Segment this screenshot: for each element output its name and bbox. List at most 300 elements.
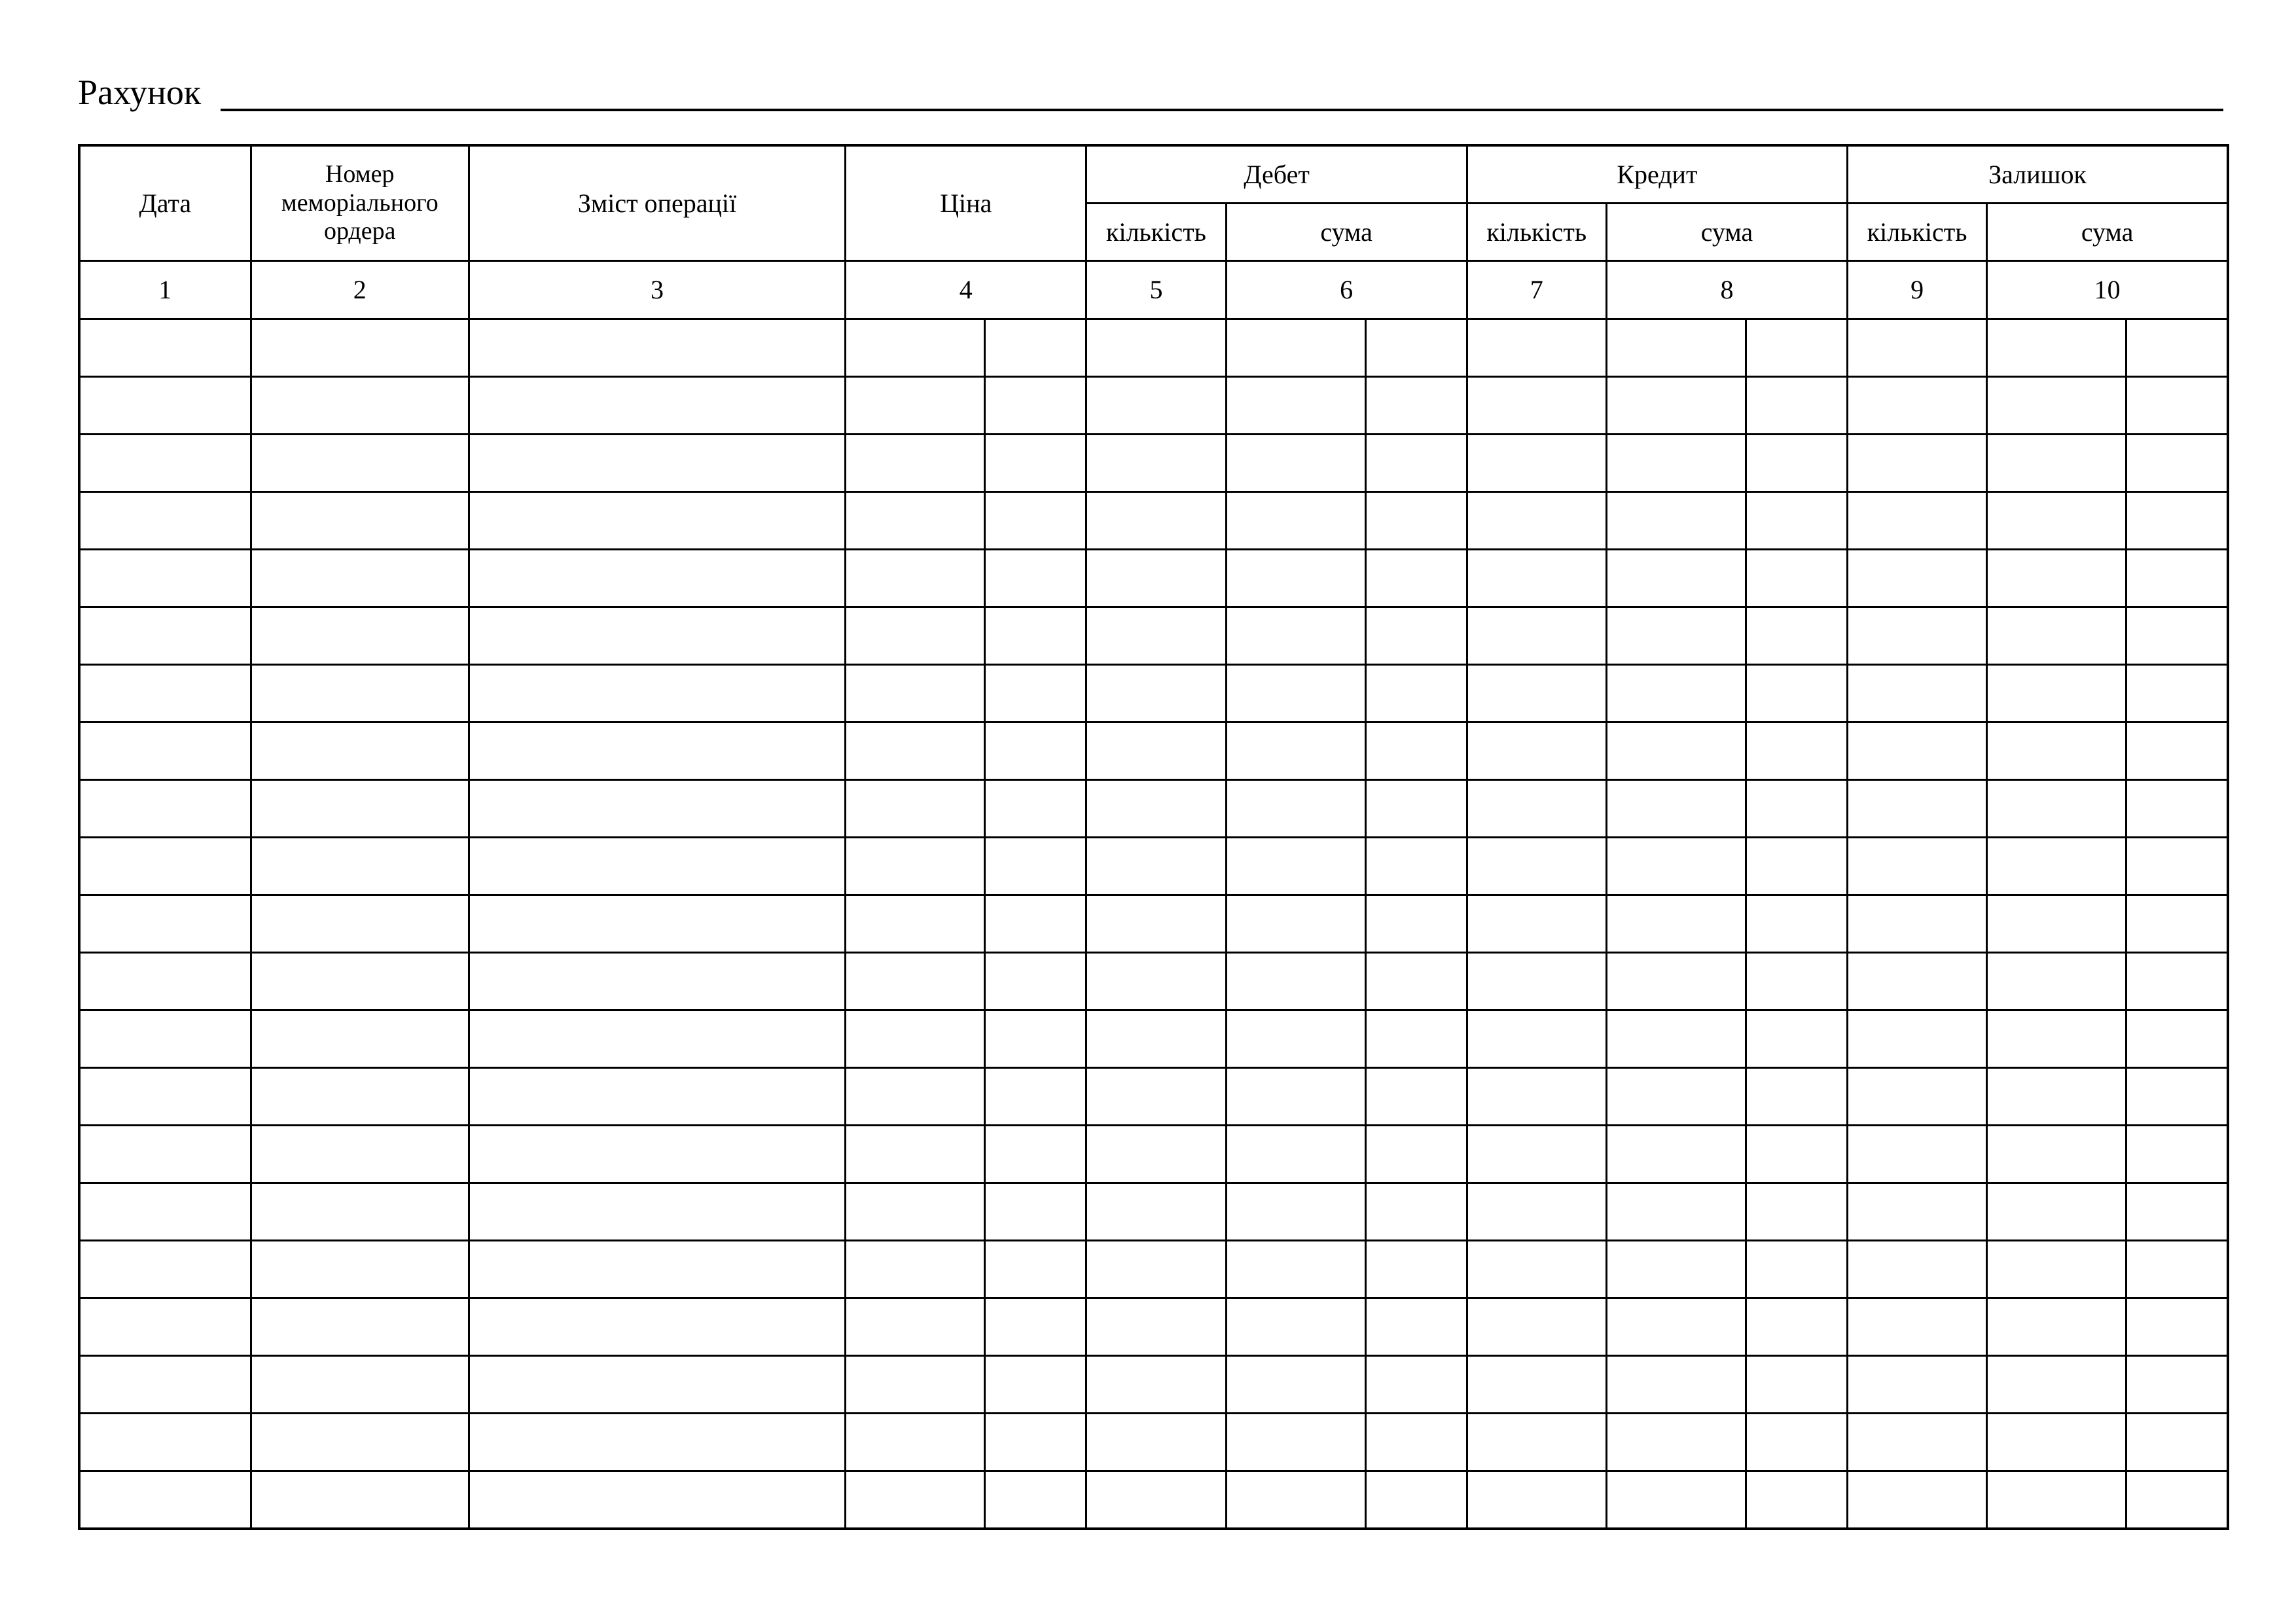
debit-sum-cell[interactable]	[1226, 319, 1365, 377]
credit-quantity-cell[interactable]	[1467, 1241, 1606, 1298]
debit-sum-minor-cell[interactable]	[1365, 319, 1467, 377]
debit-sum-minor-cell[interactable]	[1365, 607, 1467, 665]
price-cell[interactable]	[846, 1010, 985, 1068]
balance-sum-cell[interactable]	[1987, 1241, 2126, 1298]
date-cell[interactable]	[79, 1298, 251, 1356]
credit-sum-cell[interactable]	[1606, 1356, 1746, 1414]
price-minor-cell[interactable]	[985, 1414, 1086, 1471]
order-number-cell[interactable]	[251, 953, 469, 1010]
balance-sum-cell[interactable]	[1987, 377, 2126, 435]
debit-quantity-cell[interactable]	[1086, 722, 1226, 780]
date-cell[interactable]	[79, 435, 251, 492]
credit-sum-cell[interactable]	[1606, 953, 1746, 1010]
order-number-cell[interactable]	[251, 435, 469, 492]
debit-sum-cell[interactable]	[1226, 1126, 1365, 1183]
credit-sum-minor-cell[interactable]	[1746, 838, 1847, 895]
operation-content-cell[interactable]	[469, 1068, 845, 1126]
credit-sum-minor-cell[interactable]	[1746, 895, 1847, 953]
date-cell[interactable]	[79, 838, 251, 895]
price-minor-cell[interactable]	[985, 1126, 1086, 1183]
debit-sum-cell[interactable]	[1226, 550, 1365, 607]
price-cell[interactable]	[846, 1183, 985, 1241]
price-minor-cell[interactable]	[985, 838, 1086, 895]
debit-quantity-cell[interactable]	[1086, 838, 1226, 895]
credit-quantity-cell[interactable]	[1467, 838, 1606, 895]
price-cell[interactable]	[846, 722, 985, 780]
debit-quantity-cell[interactable]	[1086, 780, 1226, 838]
price-cell[interactable]	[846, 607, 985, 665]
date-cell[interactable]	[79, 319, 251, 377]
debit-quantity-cell[interactable]	[1086, 1241, 1226, 1298]
balance-quantity-cell[interactable]	[1848, 1414, 1987, 1471]
price-cell[interactable]	[846, 435, 985, 492]
operation-content-cell[interactable]	[469, 1356, 845, 1414]
credit-sum-cell[interactable]	[1606, 435, 1746, 492]
order-number-cell[interactable]	[251, 492, 469, 550]
price-minor-cell[interactable]	[985, 1356, 1086, 1414]
credit-sum-minor-cell[interactable]	[1746, 1241, 1847, 1298]
credit-sum-cell[interactable]	[1606, 492, 1746, 550]
price-minor-cell[interactable]	[985, 895, 1086, 953]
credit-sum-minor-cell[interactable]	[1746, 722, 1847, 780]
operation-content-cell[interactable]	[469, 665, 845, 722]
date-cell[interactable]	[79, 780, 251, 838]
credit-sum-cell[interactable]	[1606, 1241, 1746, 1298]
order-number-cell[interactable]	[251, 1298, 469, 1356]
price-minor-cell[interactable]	[985, 665, 1086, 722]
balance-quantity-cell[interactable]	[1848, 1356, 1987, 1414]
debit-sum-minor-cell[interactable]	[1365, 895, 1467, 953]
credit-quantity-cell[interactable]	[1467, 550, 1606, 607]
debit-sum-cell[interactable]	[1226, 1010, 1365, 1068]
account-input-line[interactable]	[221, 109, 2223, 111]
debit-quantity-cell[interactable]	[1086, 895, 1226, 953]
order-number-cell[interactable]	[251, 1068, 469, 1126]
price-cell[interactable]	[846, 895, 985, 953]
date-cell[interactable]	[79, 722, 251, 780]
price-minor-cell[interactable]	[985, 492, 1086, 550]
price-minor-cell[interactable]	[985, 1183, 1086, 1241]
balance-sum-cell[interactable]	[1987, 1471, 2126, 1529]
balance-quantity-cell[interactable]	[1848, 895, 1987, 953]
date-cell[interactable]	[79, 377, 251, 435]
date-cell[interactable]	[79, 895, 251, 953]
credit-quantity-cell[interactable]	[1467, 1414, 1606, 1471]
balance-sum-minor-cell[interactable]	[2126, 722, 2228, 780]
balance-sum-cell[interactable]	[1987, 492, 2126, 550]
debit-quantity-cell[interactable]	[1086, 1068, 1226, 1126]
debit-sum-cell[interactable]	[1226, 1241, 1365, 1298]
price-minor-cell[interactable]	[985, 1471, 1086, 1529]
balance-sum-cell[interactable]	[1987, 838, 2126, 895]
balance-quantity-cell[interactable]	[1848, 1183, 1987, 1241]
balance-sum-cell[interactable]	[1987, 550, 2126, 607]
credit-sum-minor-cell[interactable]	[1746, 492, 1847, 550]
debit-sum-cell[interactable]	[1226, 838, 1365, 895]
debit-sum-minor-cell[interactable]	[1365, 665, 1467, 722]
operation-content-cell[interactable]	[469, 953, 845, 1010]
debit-sum-minor-cell[interactable]	[1365, 1298, 1467, 1356]
balance-sum-minor-cell[interactable]	[2126, 1298, 2228, 1356]
debit-quantity-cell[interactable]	[1086, 319, 1226, 377]
order-number-cell[interactable]	[251, 377, 469, 435]
price-minor-cell[interactable]	[985, 780, 1086, 838]
debit-sum-minor-cell[interactable]	[1365, 492, 1467, 550]
date-cell[interactable]	[79, 1356, 251, 1414]
price-cell[interactable]	[846, 1068, 985, 1126]
debit-sum-minor-cell[interactable]	[1365, 780, 1467, 838]
debit-sum-minor-cell[interactable]	[1365, 377, 1467, 435]
credit-sum-cell[interactable]	[1606, 1183, 1746, 1241]
debit-sum-minor-cell[interactable]	[1365, 1241, 1467, 1298]
operation-content-cell[interactable]	[469, 1241, 845, 1298]
debit-sum-minor-cell[interactable]	[1365, 435, 1467, 492]
price-minor-cell[interactable]	[985, 1010, 1086, 1068]
credit-quantity-cell[interactable]	[1467, 1183, 1606, 1241]
balance-quantity-cell[interactable]	[1848, 838, 1987, 895]
order-number-cell[interactable]	[251, 1471, 469, 1529]
balance-quantity-cell[interactable]	[1848, 1010, 1987, 1068]
debit-quantity-cell[interactable]	[1086, 550, 1226, 607]
balance-quantity-cell[interactable]	[1848, 1298, 1987, 1356]
order-number-cell[interactable]	[251, 722, 469, 780]
date-cell[interactable]	[79, 492, 251, 550]
debit-sum-cell[interactable]	[1226, 895, 1365, 953]
credit-sum-minor-cell[interactable]	[1746, 550, 1847, 607]
price-cell[interactable]	[846, 665, 985, 722]
balance-quantity-cell[interactable]	[1848, 377, 1987, 435]
column-number-row	[79, 261, 2228, 319]
balance-sum-minor-cell[interactable]	[2126, 895, 2228, 953]
balance-sum-minor-cell[interactable]	[2126, 1414, 2228, 1471]
balance-sum-cell[interactable]	[1987, 722, 2126, 780]
price-minor-cell[interactable]	[985, 607, 1086, 665]
debit-quantity-cell[interactable]	[1086, 435, 1226, 492]
balance-sum-cell[interactable]	[1987, 953, 2126, 1010]
operation-content-cell[interactable]	[469, 1471, 845, 1529]
date-cell[interactable]	[79, 1068, 251, 1126]
order-number-cell[interactable]	[251, 665, 469, 722]
credit-sum-cell[interactable]	[1606, 1010, 1746, 1068]
debit-sum-cell[interactable]	[1226, 1068, 1365, 1126]
debit-sum-cell[interactable]	[1226, 1298, 1365, 1356]
credit-quantity-cell[interactable]	[1467, 492, 1606, 550]
balance-sum-minor-cell[interactable]	[2126, 1126, 2228, 1183]
ledger-row	[79, 1010, 2228, 1068]
credit-quantity-cell[interactable]	[1467, 377, 1606, 435]
balance-sum-minor-cell[interactable]	[2126, 665, 2228, 722]
balance-sum-minor-cell[interactable]	[2126, 1068, 2228, 1126]
balance-sum-cell[interactable]	[1987, 780, 2126, 838]
price-minor-cell[interactable]	[985, 1298, 1086, 1356]
debit-sum-cell[interactable]	[1226, 1183, 1365, 1241]
credit-sum-cell[interactable]	[1606, 895, 1746, 953]
credit-sum-cell[interactable]	[1606, 780, 1746, 838]
credit-quantity-cell[interactable]	[1467, 607, 1606, 665]
date-cell[interactable]	[79, 1010, 251, 1068]
balance-quantity-cell[interactable]	[1848, 607, 1987, 665]
debit-sum-cell[interactable]	[1226, 607, 1365, 665]
date-cell[interactable]	[79, 953, 251, 1010]
credit-sum-minor-cell[interactable]	[1746, 1356, 1847, 1414]
operation-content-cell[interactable]	[469, 435, 845, 492]
date-cell[interactable]	[79, 1414, 251, 1471]
credit-quantity-cell[interactable]	[1467, 435, 1606, 492]
debit-sum-minor-cell[interactable]	[1365, 1010, 1467, 1068]
debit-sum-minor-cell[interactable]	[1365, 1126, 1467, 1183]
credit-quantity-cell[interactable]	[1467, 1471, 1606, 1529]
debit-quantity-cell[interactable]	[1086, 607, 1226, 665]
order-number-cell[interactable]	[251, 319, 469, 377]
credit-sum-minor-cell[interactable]	[1746, 1298, 1847, 1356]
operation-content-cell[interactable]	[469, 492, 845, 550]
order-number-cell[interactable]	[251, 838, 469, 895]
credit-quantity-cell[interactable]	[1467, 1356, 1606, 1414]
credit-quantity-cell[interactable]	[1467, 1068, 1606, 1126]
balance-quantity-cell[interactable]	[1848, 492, 1987, 550]
balance-sum-cell[interactable]	[1987, 1010, 2126, 1068]
credit-sum-minor-cell[interactable]	[1746, 665, 1847, 722]
balance-sum-minor-cell[interactable]	[2126, 607, 2228, 665]
credit-sum-cell[interactable]	[1606, 1298, 1746, 1356]
debit-quantity-cell[interactable]	[1086, 953, 1226, 1010]
balance-sum-cell[interactable]	[1987, 435, 2126, 492]
credit-sum-minor-cell[interactable]	[1746, 953, 1847, 1010]
order-number-cell[interactable]	[251, 607, 469, 665]
credit-sum-minor-cell[interactable]	[1746, 377, 1847, 435]
balance-sum-cell[interactable]	[1987, 1414, 2126, 1471]
balance-sum-cell[interactable]	[1987, 665, 2126, 722]
balance-sum-cell[interactable]	[1987, 1183, 2126, 1241]
price-cell[interactable]	[846, 1241, 985, 1298]
price-cell[interactable]	[846, 953, 985, 1010]
order-number-cell[interactable]	[251, 1126, 469, 1183]
date-cell[interactable]	[79, 1241, 251, 1298]
price-cell[interactable]	[846, 780, 985, 838]
balance-quantity-cell[interactable]	[1848, 722, 1987, 780]
credit-sum-cell[interactable]	[1606, 838, 1746, 895]
balance-quantity-cell[interactable]	[1848, 550, 1987, 607]
debit-sum-cell[interactable]	[1226, 1356, 1365, 1414]
balance-sum-minor-cell[interactable]	[2126, 1471, 2228, 1529]
order-number-cell[interactable]	[251, 550, 469, 607]
balance-sum-cell[interactable]	[1987, 1126, 2126, 1183]
debit-quantity-cell[interactable]	[1086, 1010, 1226, 1068]
balance-sum-minor-cell[interactable]	[2126, 780, 2228, 838]
debit-quantity-cell[interactable]	[1086, 377, 1226, 435]
debit-sum-minor-cell[interactable]	[1365, 1068, 1467, 1126]
balance-sum-minor-cell[interactable]	[2126, 377, 2228, 435]
ledger-row	[79, 722, 2228, 780]
price-cell[interactable]	[846, 1471, 985, 1529]
order-number-cell[interactable]	[251, 1010, 469, 1068]
debit-quantity-cell[interactable]	[1086, 1183, 1226, 1241]
order-number-cell[interactable]	[251, 1414, 469, 1471]
column-number: 4	[846, 261, 1086, 319]
balance-sum-minor-cell[interactable]	[2126, 1183, 2228, 1241]
balance-sum-minor-cell[interactable]	[2126, 319, 2228, 377]
operation-content-cell[interactable]	[469, 780, 845, 838]
credit-quantity-cell[interactable]	[1467, 1298, 1606, 1356]
balance-sum-minor-cell[interactable]	[2126, 1241, 2228, 1298]
order-number-cell[interactable]	[251, 1356, 469, 1414]
credit-sum-minor-cell[interactable]	[1746, 319, 1847, 377]
date-cell[interactable]	[79, 607, 251, 665]
credit-quantity-cell[interactable]	[1467, 953, 1606, 1010]
balance-quantity-cell[interactable]	[1848, 665, 1987, 722]
debit-sum-cell[interactable]	[1226, 665, 1365, 722]
operation-content-cell[interactable]	[469, 550, 845, 607]
credit-sum-cell[interactable]	[1606, 1068, 1746, 1126]
credit-sum-cell[interactable]	[1606, 722, 1746, 780]
credit-sum-minor-cell[interactable]	[1746, 1414, 1847, 1471]
balance-quantity-cell[interactable]	[1848, 1126, 1987, 1183]
credit-sum-minor-cell[interactable]	[1746, 1068, 1847, 1126]
balance-quantity-cell[interactable]	[1848, 1068, 1987, 1126]
balance-sum-cell[interactable]	[1987, 1298, 2126, 1356]
credit-sum-cell[interactable]	[1606, 1414, 1746, 1471]
balance-quantity-cell[interactable]	[1848, 319, 1987, 377]
order-number-cell[interactable]	[251, 1241, 469, 1298]
credit-sum-minor-cell[interactable]	[1746, 607, 1847, 665]
balance-sum-minor-cell[interactable]	[2126, 1010, 2228, 1068]
operation-content-cell[interactable]	[469, 895, 845, 953]
debit-sum-minor-cell[interactable]	[1365, 1356, 1467, 1414]
price-cell[interactable]	[846, 1356, 985, 1414]
operation-content-cell[interactable]	[469, 1010, 845, 1068]
debit-sum-minor-cell[interactable]	[1365, 722, 1467, 780]
credit-sum-cell[interactable]	[1606, 377, 1746, 435]
balance-sum-cell[interactable]	[1987, 1068, 2126, 1126]
price-cell[interactable]	[846, 377, 985, 435]
date-cell[interactable]	[79, 550, 251, 607]
balance-sum-minor-cell[interactable]	[2126, 435, 2228, 492]
balance-quantity-cell[interactable]	[1848, 435, 1987, 492]
price-cell[interactable]	[846, 319, 985, 377]
debit-sum-minor-cell[interactable]	[1365, 1414, 1467, 1471]
credit-sum-cell[interactable]	[1606, 1126, 1746, 1183]
price-minor-cell[interactable]	[985, 1241, 1086, 1298]
price-cell[interactable]	[846, 838, 985, 895]
balance-quantity-cell[interactable]	[1848, 1241, 1987, 1298]
ledger-row	[79, 319, 2228, 377]
price-cell[interactable]	[846, 1414, 985, 1471]
debit-quantity-cell[interactable]	[1086, 1471, 1226, 1529]
credit-quantity-cell[interactable]	[1467, 895, 1606, 953]
order-number-cell[interactable]	[251, 780, 469, 838]
debit-sum-minor-cell[interactable]	[1365, 550, 1467, 607]
order-number-cell[interactable]	[251, 1183, 469, 1241]
debit-sum-cell[interactable]	[1226, 722, 1365, 780]
operation-content-cell[interactable]	[469, 838, 845, 895]
credit-sum-minor-cell[interactable]	[1746, 1183, 1847, 1241]
balance-sum-minor-cell[interactable]	[2126, 550, 2228, 607]
debit-quantity-cell[interactable]	[1086, 1414, 1226, 1471]
operation-content-cell[interactable]	[469, 607, 845, 665]
order-number-cell[interactable]	[251, 895, 469, 953]
credit-sum-cell[interactable]	[1606, 1471, 1746, 1529]
price-minor-cell[interactable]	[985, 550, 1086, 607]
balance-sum-cell[interactable]	[1987, 895, 2126, 953]
operation-content-cell[interactable]	[469, 722, 845, 780]
price-minor-cell[interactable]	[985, 319, 1086, 377]
debit-sum-minor-cell[interactable]	[1365, 1183, 1467, 1241]
balance-sum-minor-cell[interactable]	[2126, 492, 2228, 550]
credit-sum-minor-cell[interactable]	[1746, 1010, 1847, 1068]
debit-sum-cell[interactable]	[1226, 1471, 1365, 1529]
operation-content-cell[interactable]	[469, 1414, 845, 1471]
price-cell[interactable]	[846, 492, 985, 550]
price-cell[interactable]	[846, 1126, 985, 1183]
date-cell[interactable]	[79, 1126, 251, 1183]
balance-quantity-cell[interactable]	[1848, 780, 1987, 838]
balance-sum-cell[interactable]	[1987, 319, 2126, 377]
debit-sum-cell[interactable]	[1226, 492, 1365, 550]
balance-sum-minor-cell[interactable]	[2126, 838, 2228, 895]
credit-sum-cell[interactable]	[1606, 607, 1746, 665]
price-minor-cell[interactable]	[985, 435, 1086, 492]
price-minor-cell[interactable]	[985, 722, 1086, 780]
date-cell[interactable]	[79, 665, 251, 722]
operation-content-cell[interactable]	[469, 1183, 845, 1241]
credit-quantity-cell[interactable]	[1467, 780, 1606, 838]
credit-quantity-cell[interactable]	[1467, 1010, 1606, 1068]
debit-quantity-cell[interactable]	[1086, 1356, 1226, 1414]
debit-quantity-cell[interactable]	[1086, 1298, 1226, 1356]
operation-content-cell[interactable]	[469, 377, 845, 435]
credit-sum-minor-cell[interactable]	[1746, 1126, 1847, 1183]
credit-quantity-cell[interactable]	[1467, 722, 1606, 780]
debit-sum-minor-cell[interactable]	[1365, 838, 1467, 895]
credit-sum-cell[interactable]	[1606, 550, 1746, 607]
debit-sum-minor-cell[interactable]	[1365, 953, 1467, 1010]
credit-sum-cell[interactable]	[1606, 319, 1746, 377]
debit-sum-cell[interactable]	[1226, 1414, 1365, 1471]
debit-sum-cell[interactable]	[1226, 377, 1365, 435]
debit-quantity-cell[interactable]	[1086, 665, 1226, 722]
debit-quantity-cell[interactable]	[1086, 1126, 1226, 1183]
credit-sum-minor-cell[interactable]	[1746, 435, 1847, 492]
debit-sum-cell[interactable]	[1226, 953, 1365, 1010]
price-minor-cell[interactable]	[985, 377, 1086, 435]
price-cell[interactable]	[846, 550, 985, 607]
balance-sum-minor-cell[interactable]	[2126, 953, 2228, 1010]
price-cell[interactable]	[846, 1298, 985, 1356]
balance-quantity-cell[interactable]	[1848, 1471, 1987, 1529]
credit-sum-minor-cell[interactable]	[1746, 1471, 1847, 1529]
operation-content-cell[interactable]	[469, 319, 845, 377]
operation-content-cell[interactable]	[469, 1298, 845, 1356]
credit-quantity-cell[interactable]	[1467, 319, 1606, 377]
credit-quantity-cell[interactable]	[1467, 665, 1606, 722]
operation-content-cell[interactable]	[469, 1126, 845, 1183]
date-cell[interactable]	[79, 1471, 251, 1529]
credit-quantity-cell[interactable]	[1467, 1126, 1606, 1183]
balance-quantity-cell[interactable]	[1848, 953, 1987, 1010]
price-minor-cell[interactable]	[985, 1068, 1086, 1126]
price-minor-cell[interactable]	[985, 953, 1086, 1010]
balance-sum-minor-cell[interactable]	[2126, 1356, 2228, 1414]
debit-sum-cell[interactable]	[1226, 435, 1365, 492]
balance-sum-cell[interactable]	[1987, 607, 2126, 665]
date-cell[interactable]	[79, 1183, 251, 1241]
debit-sum-minor-cell[interactable]	[1365, 1471, 1467, 1529]
debit-sum-cell[interactable]	[1226, 780, 1365, 838]
balance-sum-cell[interactable]	[1987, 1356, 2126, 1414]
credit-sum-minor-cell[interactable]	[1746, 780, 1847, 838]
debit-quantity-cell[interactable]	[1086, 492, 1226, 550]
credit-sum-cell[interactable]	[1606, 665, 1746, 722]
